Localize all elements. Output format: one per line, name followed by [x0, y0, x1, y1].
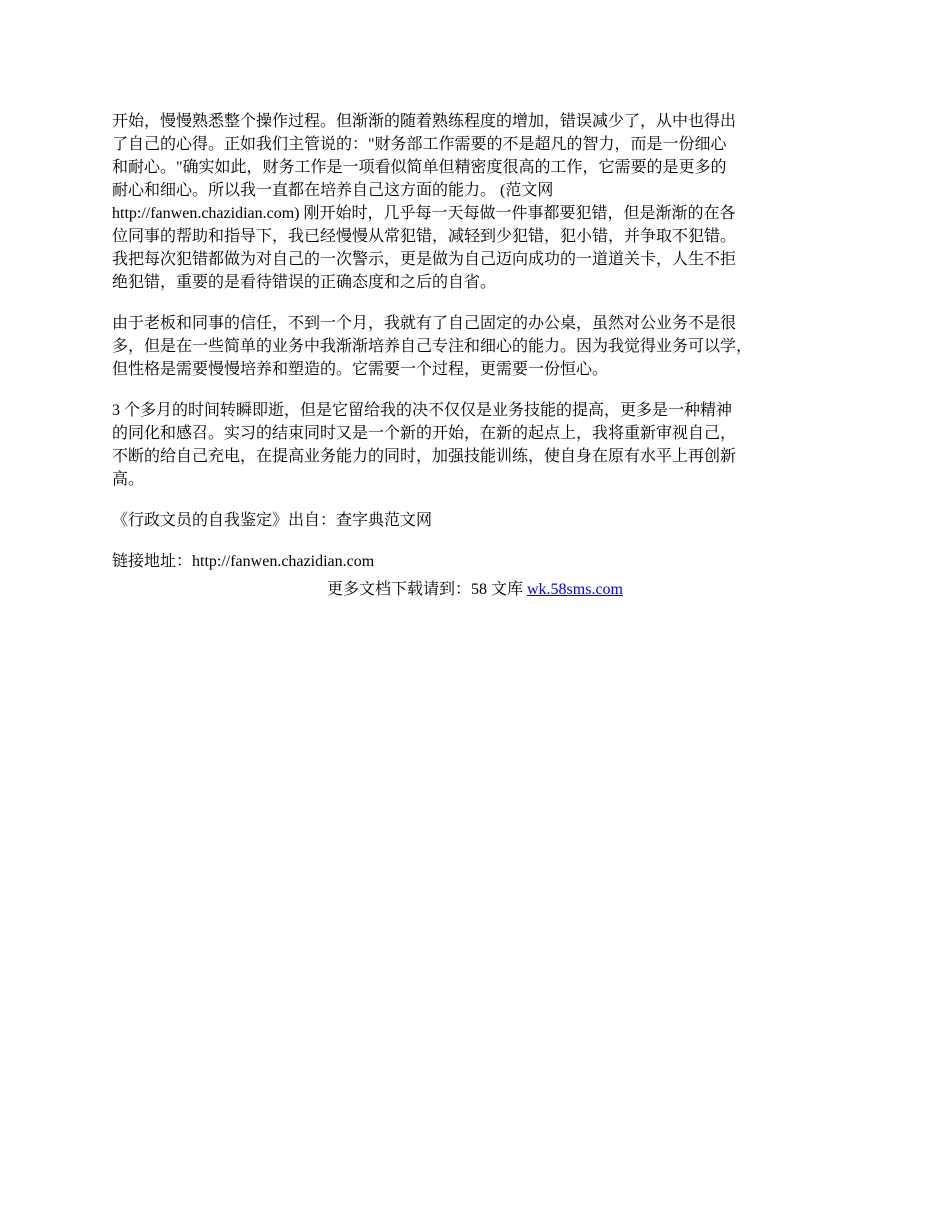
text-line: 由于老板和同事的信任，不到一个月，我就有了自己固定的办公桌，虽然对公业务不是很	[112, 315, 737, 332]
source-attribution	[112, 509, 852, 532]
text-line: 不断的给自己充电，在提高业务能力的同时，加强技能训练，使自身在原有水平上再创新	[112, 448, 737, 465]
text-line: 高。	[112, 471, 145, 488]
footer-link[interactable]: wk.58sms.com	[527, 581, 623, 598]
paragraph-3	[112, 399, 852, 491]
text-line: 位同事的帮助和指导下，我已经慢慢从常犯错，减轻到少犯错，犯小错，并争取不犯错。	[112, 228, 737, 245]
text-line: 我把每次犯错都做为对自己的一次警示，更是做为自己迈向成功的一道道关卡，人生不拒	[112, 251, 737, 268]
paragraph-1	[112, 110, 852, 294]
text-line: 但性格是需要慢慢培养和塑造的。它需要一个过程，更需要一份恒心。	[112, 361, 609, 378]
link-line: 链接地址：http://fanwen.chazidian.com	[112, 553, 375, 570]
text-line: 3 个多月的时间转瞬即逝，但是它留给我的决不仅仅是业务技能的提高，更多是一种精神	[112, 402, 733, 419]
text-line: 开始，慢慢熟悉整个操作过程。但渐渐的随着熟练程度的增加，错误减少了，从中也得出	[112, 113, 737, 130]
text-line: 耐心和细心。所以我一直都在培养自己这方面的能力。 (范文网	[112, 182, 554, 199]
text-line: 多，但是在一些简单的业务中我渐渐培养自己专注和细心的能力。因为我觉得业务可以学，	[112, 338, 753, 355]
link-address	[112, 550, 852, 573]
footer-text: 更多文档下载请到：58 文库	[326, 581, 527, 598]
text-line: 绝犯错，重要的是看待错误的正确态度和之后的自省。	[112, 274, 497, 291]
source-line: 《行政文员的自我鉴定》出自：查字典范文网	[112, 512, 433, 529]
document-body	[112, 110, 852, 573]
download-footer	[0, 578, 950, 601]
text-line: 的同化和感召。实习的结束同时又是一个新的开始，在新的起点上，我将重新审视自己，	[112, 425, 737, 442]
text-line: 了自己的心得。正如我们主管说的："财务部工作需要的不是超凡的智力，而是一份细心	[112, 136, 727, 153]
text-line: 和耐心。"确实如此，财务工作是一项看似简单但精密度很高的工作，它需要的是更多的	[112, 159, 727, 176]
paragraph-2	[112, 312, 852, 381]
text-line: http://fanwen.chazidian.com) 刚开始时，几乎每一天每做一件事都要犯错，但是渐渐的在各	[112, 205, 736, 222]
